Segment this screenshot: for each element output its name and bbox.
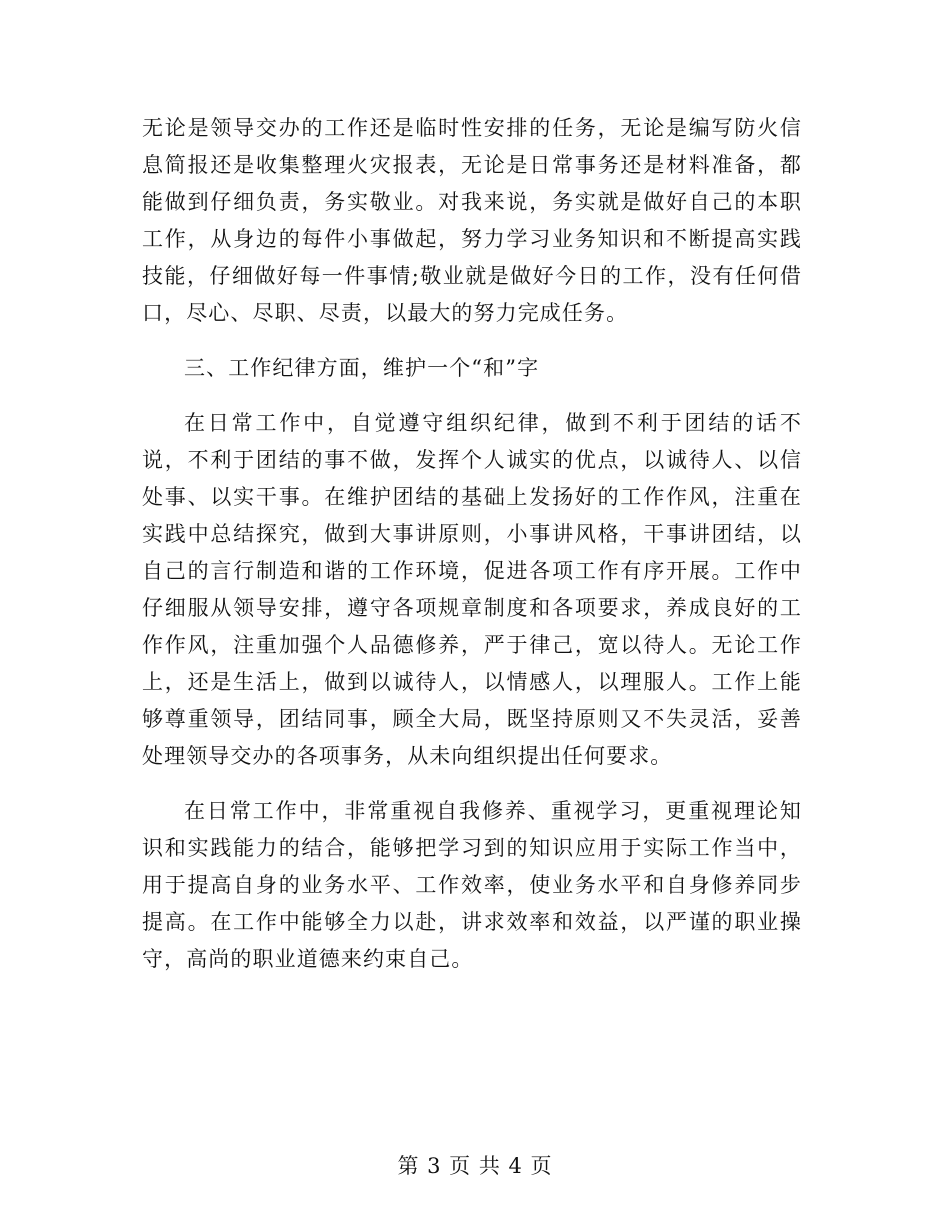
page-number-footer: 第 3 页 共 4 页 bbox=[397, 1154, 553, 1178]
body-paragraph: 在日常工作中，自觉遵守组织纪律，做到不利于团结的话不说，不利于团结的事不做，发挥个人诚实的优点，以诚待人、以信处事、以实干事。在维护团结的基础上发扬好的工作作风，注重在实践中总结探究，做到大事讲原则，小事讲风格，干事讲团结，以自己的言行制造和谐的工作环境，促进各项工作有序开展。工作中仔细服从领导安排，遵守各项规章制度和各项要求，养成良好的工作作风，注重加强个人品德修养，严于律己，宽以待人。无论工作上，还是生活上，做到以诚待人，以情感人，以理服人。工作上能够尊重领导，团结同事，顾全大局，既坚持原则又不失灵活，妥善处理领导交办的各项事务，从未向组织提出任何要求。 bbox=[142, 411, 802, 768]
body-paragraph: 在日常工作中，非常重视自我修养、重视学习，更重视理论知识和实践能力的结合，能够把学习到的知识应用于实际工作当中，用于提高自身的业务水平、工作效率，使业务水平和自身修养同步提高。在工作中能够全力以赴，讲求效率和效益，以严谨的职业操守，高尚的职业道德来约束自己。 bbox=[142, 799, 802, 971]
document-body bbox=[142, 110, 802, 978]
body-paragraph: 无论是领导交办的工作还是临时性安排的任务，无论是编写防火信息简报还是收集整理火灾报表，无论是日常事务还是材料准备，都能做到仔细负责，务实敬业。对我来说，务实就是做好自己的本职工作，从身边的每件小事做起，努力学习业务知识和不断提高实践技能，仔细做好每一件事情;敬业就是做好今日的工作，没有任何借口，尽心、尽职、尽责，以最大的努力完成任务。 bbox=[142, 116, 802, 325]
section-heading: 三、工作纪律方面，维护一个“和”字 bbox=[184, 356, 540, 380]
